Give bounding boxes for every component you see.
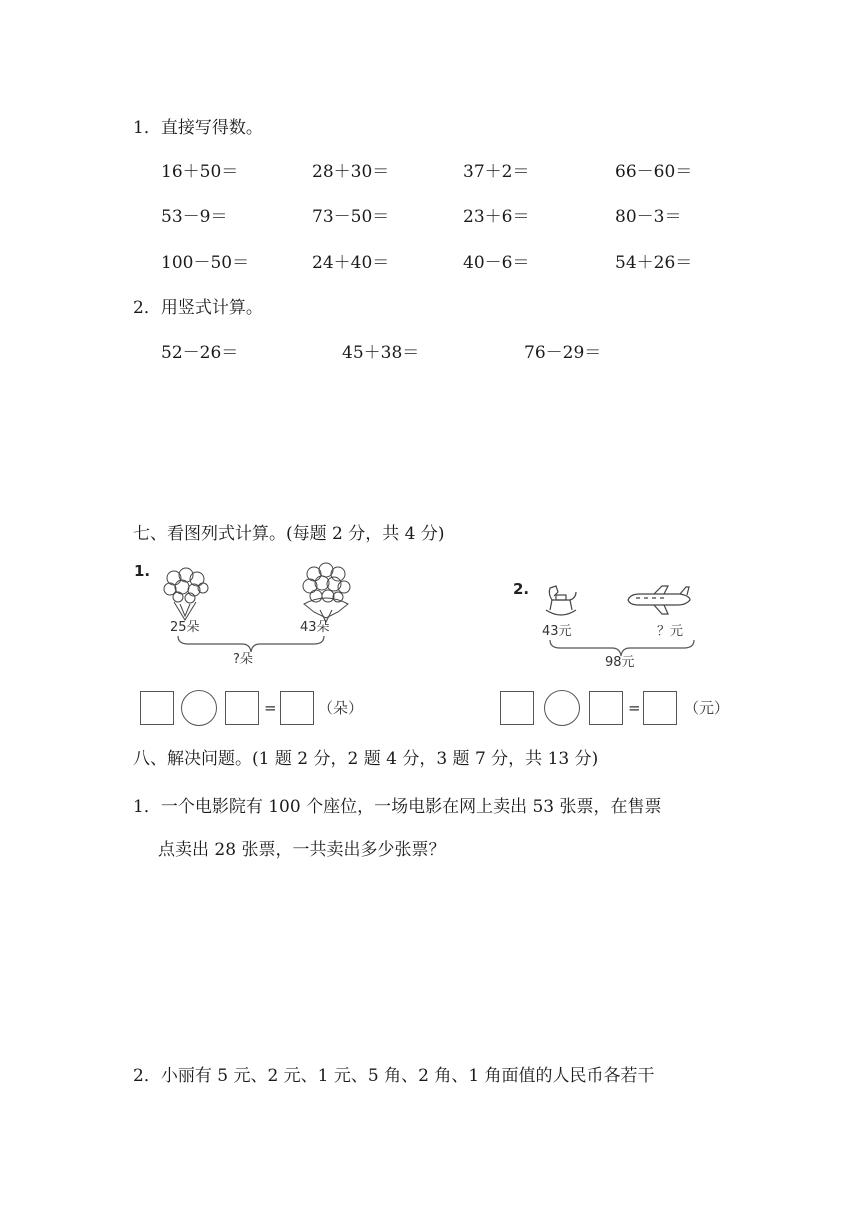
answer-box[interactable] xyxy=(225,691,259,725)
oral-calc-item: 73－50＝ xyxy=(312,207,390,227)
figure2-number: 2. xyxy=(513,580,530,598)
vertical-calc-item: 52－26＝ xyxy=(161,343,239,363)
figure1-label-left: 25朵 xyxy=(170,620,200,635)
oral-calc-item: 66－60＝ xyxy=(615,162,693,182)
answer-box[interactable] xyxy=(643,691,677,725)
oral-calc-item: 16＋50＝ xyxy=(161,162,239,182)
oral-calc-item: 54＋26＝ xyxy=(615,253,693,273)
figure1-label-total: ?朵 xyxy=(233,652,253,667)
section8-heading: 八、解决问题。(1 题 2 分，2 题 4 分，3 题 7 分，共 13 分) xyxy=(133,749,599,769)
q1-heading: 1．直接写得数。 xyxy=(133,118,263,138)
airplane-image xyxy=(624,584,692,616)
oral-calc-item: 40－6＝ xyxy=(463,253,530,273)
oral-calc-item: 53－9＝ xyxy=(161,207,228,227)
problem2-text-line1: 2．小丽有 5 元、2 元、1 元、5 角、2 角、1 角面值的人民币各若干 xyxy=(133,1066,655,1086)
equals-sign: = xyxy=(628,699,641,717)
answer-box[interactable] xyxy=(500,691,534,725)
vertical-calc-item: 45＋38＝ xyxy=(342,343,420,363)
flower-bouquet-image-right xyxy=(298,562,354,624)
vertical-calc-item: 76－29＝ xyxy=(524,343,602,363)
answer-box[interactable] xyxy=(589,691,623,725)
problem1-text-line2: 点卖出 28 张票，一共卖出多少张票？ xyxy=(158,840,446,860)
oral-calc-item: 24＋40＝ xyxy=(312,253,390,273)
operator-circle[interactable] xyxy=(544,690,580,726)
figure1-label-right: 43朵 xyxy=(300,620,330,635)
figure2-label-left: 43元 xyxy=(542,624,572,639)
oral-calc-item: 100－50＝ xyxy=(161,253,250,273)
section7-heading: 七、看图列式计算。(每题 2 分，共 4 分) xyxy=(133,524,445,544)
operator-circle[interactable] xyxy=(181,690,217,726)
answer-box[interactable] xyxy=(280,691,314,725)
unit-label: （元） xyxy=(684,699,730,717)
problem1-text-line1: 1．一个电影院有 100 个座位，一场电影在网上卖出 53 张票，在售票 xyxy=(133,797,662,817)
oral-calc-item: 80－3＝ xyxy=(615,207,682,227)
figure2-label-right: ？元 xyxy=(657,624,684,639)
q2-heading: 2．用竖式计算。 xyxy=(133,298,263,318)
oral-calc-item: 37＋2＝ xyxy=(463,162,530,182)
answer-box[interactable] xyxy=(140,691,174,725)
oral-calc-item: 28＋30＝ xyxy=(312,162,390,182)
equals-sign: = xyxy=(264,699,277,717)
unit-label: （朵） xyxy=(318,699,364,717)
oral-calc-item: 23＋6＝ xyxy=(463,207,530,227)
flower-bouquet-image-left xyxy=(160,566,210,624)
figure1-brace xyxy=(176,634,326,654)
figure2-label-total: 98元 xyxy=(605,655,635,670)
figure1-number: 1. xyxy=(134,562,151,580)
rocking-horse-image xyxy=(540,584,582,622)
